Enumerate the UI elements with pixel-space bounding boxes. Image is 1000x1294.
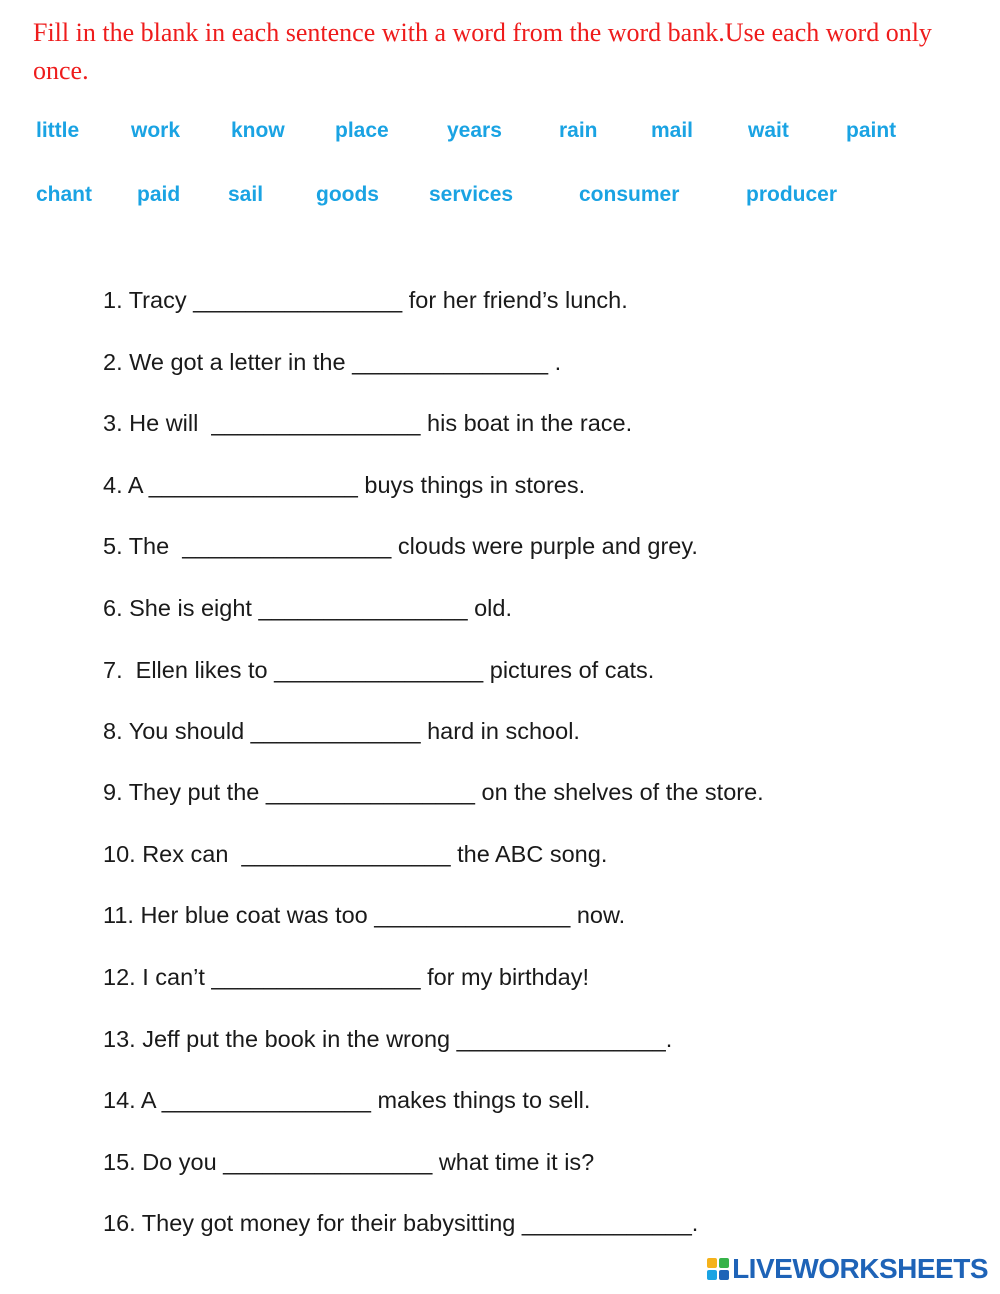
sentence-6: 6. She is eight ________________ old. — [103, 595, 512, 621]
sentence-16: 16. They got money for their babysitting _____________. — [103, 1210, 699, 1236]
sentence-10: 10. Rex can ________________ the ABC song. — [103, 841, 608, 867]
liveworksheets-wordmark: LIVEWORKSHEETS — [732, 1253, 988, 1284]
sentence-13: 13. Jeff put the book in the wrong ________________. — [103, 1026, 673, 1052]
word-bank-item: years — [447, 119, 502, 142]
word-bank-item: chant — [36, 183, 93, 206]
word-bank-item: little — [36, 119, 80, 142]
sentence-11: 11. Her blue coat was too _______________ now. — [103, 902, 626, 928]
word-bank-row-2 — [0, 180, 1000, 210]
word-bank-row-1 — [0, 116, 1000, 146]
sentence-15: 15. Do you ________________ what time it is? — [103, 1149, 595, 1175]
word-bank-item: sail — [228, 183, 264, 206]
word-bank-item: goods — [316, 183, 379, 206]
word-bank-item: rain — [559, 119, 598, 142]
word-bank-item: mail — [651, 119, 694, 142]
liveworksheets-brand — [707, 1252, 988, 1286]
sentence-3: 3. He will ________________ his boat in the race. — [103, 410, 633, 436]
sentence-4: 4. A ________________ buys things in stores. — [103, 472, 586, 498]
word-bank-item: services — [429, 183, 514, 206]
sentence-9: 9. They put the ________________ on the shelves of the store. — [103, 779, 764, 805]
sentence-12: 12. I can’t ________________ for my birthday! — [103, 964, 590, 990]
word-bank-item: wait — [748, 119, 789, 142]
word-bank-item: place — [335, 119, 389, 142]
word-bank-item: paint — [846, 119, 897, 142]
sentence-8: 8. You should _____________ hard in school. — [103, 718, 580, 744]
word-bank-item: know — [231, 119, 285, 142]
sentence-1: 1. Tracy ________________ for her friend’s lunch. — [103, 287, 628, 313]
word-bank-item: consumer — [579, 183, 680, 206]
word-bank-item: producer — [746, 183, 838, 206]
instructions: Fill in the blank in each sentence with a word from the word bank.Use each word only once. — [33, 18, 932, 85]
word-bank-item: work — [131, 119, 181, 142]
word-bank-item: paid — [137, 183, 181, 206]
liveworksheets-logo-icon — [707, 1258, 729, 1280]
sentence-14: 14. A ________________ makes things to sell. — [103, 1087, 591, 1113]
sentence-7: 7. Ellen likes to ________________ pictures of cats. — [103, 657, 655, 683]
sentence-5: 5. The ________________ clouds were purple and grey. — [103, 533, 698, 559]
sentence-2: 2. We got a letter in the _______________ . — [103, 349, 562, 375]
